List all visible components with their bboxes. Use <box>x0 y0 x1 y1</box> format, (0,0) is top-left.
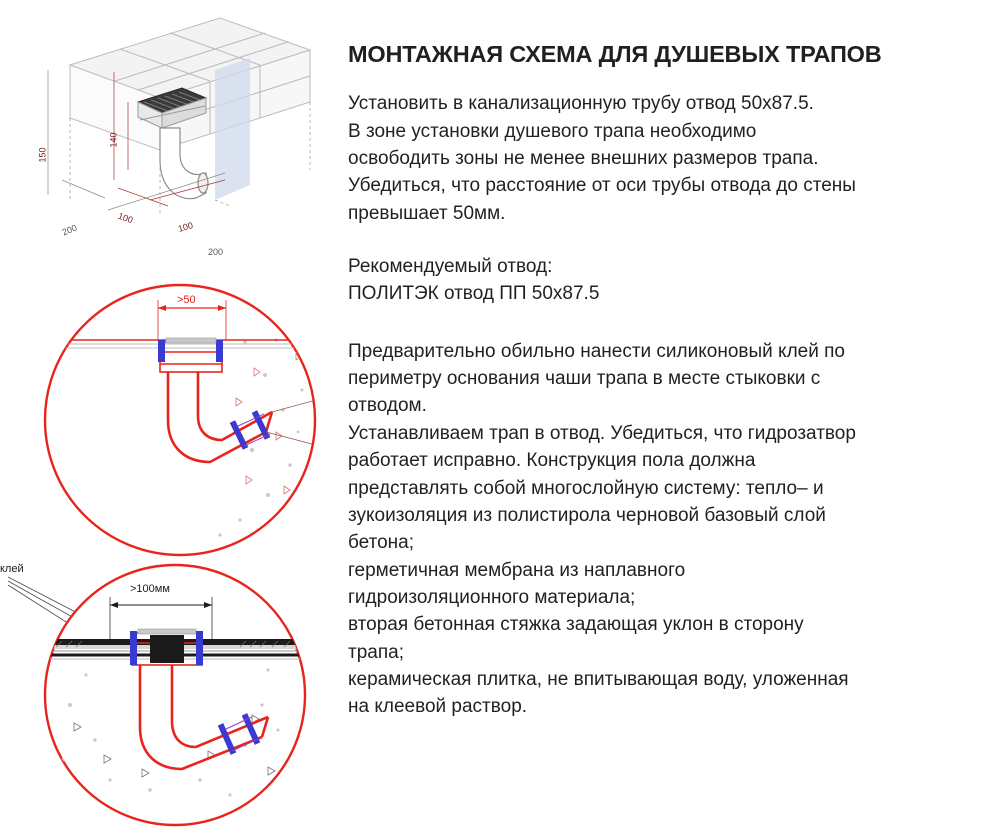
instruction-line-6: представлять собой многослойную систему: тепло– и <box>348 477 824 499</box>
dim-height-140: 140 <box>108 132 119 148</box>
instruction-line-1: Предварительно обильно нанести силиконовый клей по <box>348 340 845 362</box>
intro-line-3: освободить зоны не менее внешних размеров трапа. <box>348 147 819 169</box>
instruction-line-3: отводом. <box>348 395 427 417</box>
floor-layers-section-detail <box>0 555 325 830</box>
spacer-1 <box>348 227 988 253</box>
instruction-line-13: керамическая плитка, не впитывающая воду, уложенная <box>348 669 849 691</box>
instruction-line-7: зукоизоляция из полистирола черновой базовый слой <box>348 504 826 526</box>
instructions-block <box>348 338 988 721</box>
instruction-line-12: трапа; <box>348 641 404 663</box>
recommendation-line-1: Рекомендуемый отвод: <box>348 255 553 277</box>
vertical-section-detail <box>40 280 325 565</box>
intro-line-1: Установить в канализационную трубу отвод 50х87.5. <box>348 93 814 115</box>
label-min-wall-distance: >50 <box>177 294 196 306</box>
recommendation-line-2: ПОЛИТЭК отвод ПП 50х87.5 <box>348 283 600 305</box>
intro-line-5: превышает 50мм. <box>348 202 506 224</box>
intro-line-2: В зоне установки душевого трапа необходимо <box>348 120 757 142</box>
intro-paragraph-block <box>348 90 988 227</box>
dim-inner-100-a: 100 <box>116 210 135 226</box>
dim-width-200-bottom: 200 <box>208 247 224 257</box>
instruction-line-14: на клеевой раствор. <box>348 696 528 718</box>
instruction-line-2: периметру основания чаши трапа в месте стыковки с <box>348 368 821 390</box>
instruction-line-5: работает исправно. Конструкция пола должна <box>348 450 756 472</box>
recommendation-block <box>348 253 988 308</box>
dim-height-150: 150 <box>37 147 48 163</box>
spacer-2 <box>348 308 988 334</box>
text-column <box>348 40 988 721</box>
page-title: МОНТАЖНАЯ СХЕМА ДЛЯ ДУШЕВЫХ ТРАПОВ <box>348 41 882 67</box>
illustrations-column <box>0 0 330 833</box>
instruction-line-4: Устанавливаем трап в отвод. Убедиться, что гидрозатвор <box>348 422 856 444</box>
label-glue-note: клей <box>0 563 24 575</box>
intro-line-4: Убедиться, что расстояние от оси трубы отвода до стены <box>348 175 856 197</box>
isometric-installation-view <box>10 10 330 275</box>
label-min-opening: >100мм <box>130 583 170 595</box>
instruction-line-10: гидроизоляционного материала; <box>348 586 636 608</box>
instruction-line-8: бетона; <box>348 532 414 554</box>
instruction-line-9: герметичная мембрана из наплавного <box>348 559 686 581</box>
dim-depth-200-left: 200 <box>60 222 79 238</box>
instruction-line-11: вторая бетонная стяжка задающая уклон в сторону <box>348 614 804 636</box>
dim-inner-100-b: 100 <box>176 220 195 234</box>
